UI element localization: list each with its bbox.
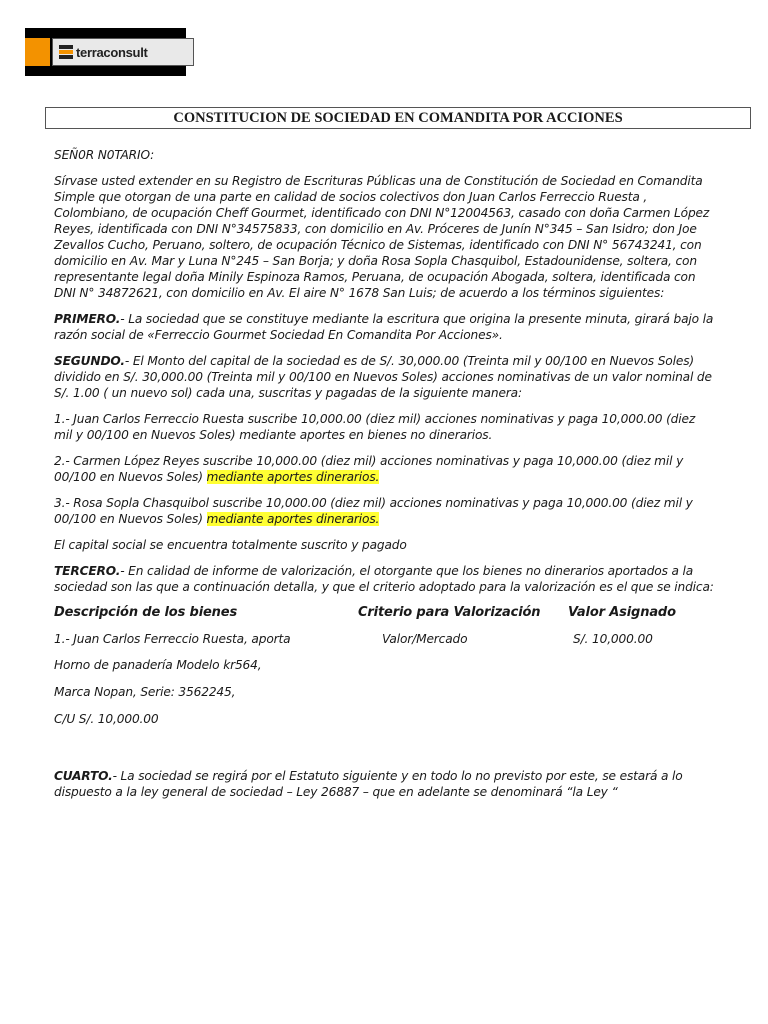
clause-cuarto — [54, 768, 716, 800]
logo-orange-block — [25, 38, 50, 66]
logo-text: terraconsult — [76, 44, 148, 60]
clause-cuarto-text: - La sociedad se regirá por el Estatuto siguiente y en todo lo no previsto por este, se estará a lo dispuesto a la ley general de sociedad – Ley 26887 – que en adelante se denominará “la Ley “ — [54, 769, 683, 799]
clause-segundo-text: - El Monto del capital de la sociedad es de S/. 30,000.00 (Treinta mil y 00/100 en Nuevos Soles) dividido en S/. 30,000.00 (Treinta mil y 00/100 en Nuevos Soles) acciones nominativas de un valor nominal de S/. 1.00 ( un nuevo sol) cada una, suscritas y pagadas de la siguiente manera: — [54, 354, 712, 400]
asset-line: Marca Nopan, Serie: 3562245, — [54, 685, 236, 699]
clause-tercero-label: TERCERO. — [54, 564, 121, 578]
subscription-item-3 — [54, 495, 716, 527]
clause-primero-label: PRIMERO. — [54, 312, 121, 326]
clause-primero — [54, 311, 716, 343]
clause-primero-text: - La sociedad que se constituye mediante la escritura que origina la presente minuta, girará bajo la razón social de «Ferreccio Gourmet Sociedad En Comandita Por Acciones». — [54, 312, 714, 342]
document-title: CONSTITUCION DE SOCIEDAD EN COMANDITA POR ACCIONES — [45, 107, 751, 129]
clause-segundo — [54, 353, 716, 401]
subscription-item-1: 1.- Juan Carlos Ferreccio Ruesta suscribe 10,000.00 (diez mil) acciones nominativas y paga 10,000.00 (diez mil y 00/100 en Nuevos Soles) mediante aportes en bienes no dinerarios. — [54, 412, 696, 442]
cell-value: S/. 10,000.00 — [573, 632, 653, 646]
header-criterion: Criterio para Valorización — [358, 605, 541, 620]
clause-tercero-text: - En calidad de informe de valorización, el otorgante que los bienes no dinerarios aportados a la sociedad son las que a continuación detalla, y que el criterio adoptado para la valorización es el que se indica: — [54, 564, 714, 594]
company-logo — [25, 28, 186, 76]
subscription-item-2 — [54, 453, 716, 485]
cell-criterion: Valor/Mercado — [382, 632, 468, 646]
intro-paragraph: Sírvase usted extender en su Registro de Escrituras Públicas una de Constitución de Sociedad en Comandita Simple que otorgan de una parte en calidad de socios colectivos don Juan Carlos Ferreccio Ruesta , Colombiano, de ocupación Cheff Gourmet, identificado con DNI N°12004563, casado con doña Carmen López Reyes, identificada con DNI N°34575833, con domicilio en Av. Próceres de Junín N°345 – San Isidro; don Joe Zevallos Cucho, Peruano, soltero, de ocupación Técnico de Sistemas, identificado con DNI N° 56743241, con domicilio en Av. Mar y Luna N°245 – San Borja; y doña Rosa Sopla Chasquibol, Estadounidense, soltera, con representante legal doña Minily Espinoza Ramos, Peruana, de ocupación Abogada, soltera, identificada con DNI N° 34872621, con domicilio en Av. El aire N° 1678 San Luis; de acuerdo a los términos siguientes: — [54, 174, 710, 300]
asset-line: Horno de panadería Modelo kr564, — [54, 658, 262, 672]
clause-tercero — [54, 563, 716, 595]
subscription-item-3-highlight: mediante aportes dinerarios. — [206, 512, 380, 526]
subscription-item-3-text: 3.- Rosa Sopla Chasquibol suscribe 10,000.00 (diez mil) acciones nominativas y paga 10,000.00 (diez mil y 00/100 en Nuevos Soles) — [54, 496, 693, 526]
valuation-table-row — [54, 631, 716, 647]
header-description: Descripción de los bienes — [54, 605, 238, 620]
salutation: SEÑ0R N0TARIO: — [54, 148, 155, 162]
asset-line: C/U S/. 10,000.00 — [54, 712, 159, 726]
clause-cuarto-label: CUARTO. — [54, 769, 113, 783]
clause-segundo-label: SEGUNDO. — [54, 354, 125, 368]
valuation-table-header — [54, 605, 716, 621]
document-body — [54, 147, 716, 810]
header-value: Valor Asignado — [568, 605, 676, 620]
logo-badge — [52, 38, 194, 66]
subscription-item-2-highlight: mediante aportes dinerarios. — [206, 470, 380, 484]
terraconsult-mark-icon — [59, 45, 73, 59]
cell-description: 1.- Juan Carlos Ferreccio Ruesta, aporta — [54, 632, 291, 646]
subscription-item-2-text: 2.- Carmen López Reyes suscribe 10,000.00 (diez mil) acciones nominativas y paga 10,000.00 (diez mil y 00/100 en Nuevos Soles) — [54, 454, 684, 484]
capital-note: El capital social se encuentra totalmente suscrito y pagado — [54, 538, 407, 552]
